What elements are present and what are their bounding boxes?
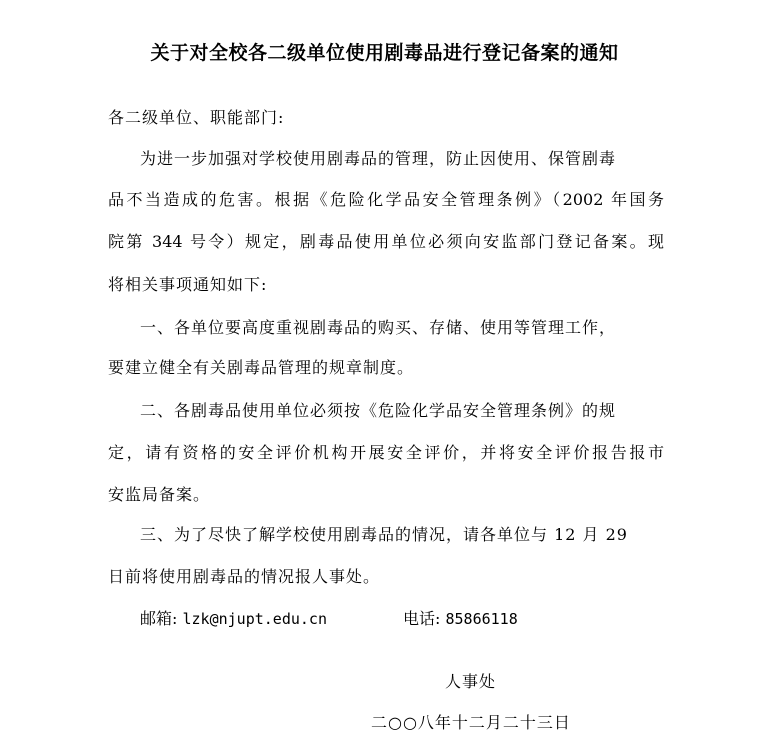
email-address: lzk@njupt.edu.cn (182, 610, 327, 628)
paragraph-1-line-3: 院第 344 号令）规定，剧毒品使用单位必须向安监部门登记备案。现 (108, 232, 664, 251)
paragraph-4-line-2: 日前将使用剧毒品的情况报人事处。 (108, 567, 381, 586)
paragraph-1-line-2: 品不当造成的危害。根据《危险化学品安全管理条例》（2002 年国务 (108, 190, 664, 209)
paragraph-4-line-1: 三、为了尽快了解学校使用剧毒品的情况，请各单位与 12 月 29 (140, 525, 628, 544)
paragraph-3-line-3: 安监局备案。 (108, 485, 211, 504)
paragraph-1-line-4: 将相关事项通知如下: (108, 275, 268, 294)
paragraph-3-line-1: 二、各剧毒品使用单位必须按《危险化学品安全管理条例》的规 (140, 401, 617, 420)
email-contact (140, 606, 327, 629)
email-label: 邮箱: (140, 609, 178, 628)
signature-department: 人事处 (445, 672, 497, 691)
phone-label: 电话: (403, 609, 441, 628)
paragraph-1-line-1: 为进一步加强对学校使用剧毒品的管理，防止因使用、保管剧毒 (140, 149, 617, 168)
signature-date: 二○○八年十二月二十三日 (371, 713, 571, 732)
salutation: 各二级单位、职能部门: (108, 108, 285, 127)
phone-contact (403, 606, 518, 629)
paragraph-2-line-2: 要建立健全有关剧毒品管理的规章制度。 (108, 358, 415, 377)
paragraph-2-line-1: 一、各单位要高度重视剧毒品的购买、存储、使用等管理工作， (140, 318, 617, 337)
paragraph-3-line-2: 定，请有资格的安全评价机构开展安全评价，并将安全评价报告报市 (108, 443, 664, 462)
phone-number: 85866118 (445, 610, 518, 628)
document-title: 关于对全校各二级单位使用剧毒品进行登记备案的通知 (150, 42, 619, 64)
